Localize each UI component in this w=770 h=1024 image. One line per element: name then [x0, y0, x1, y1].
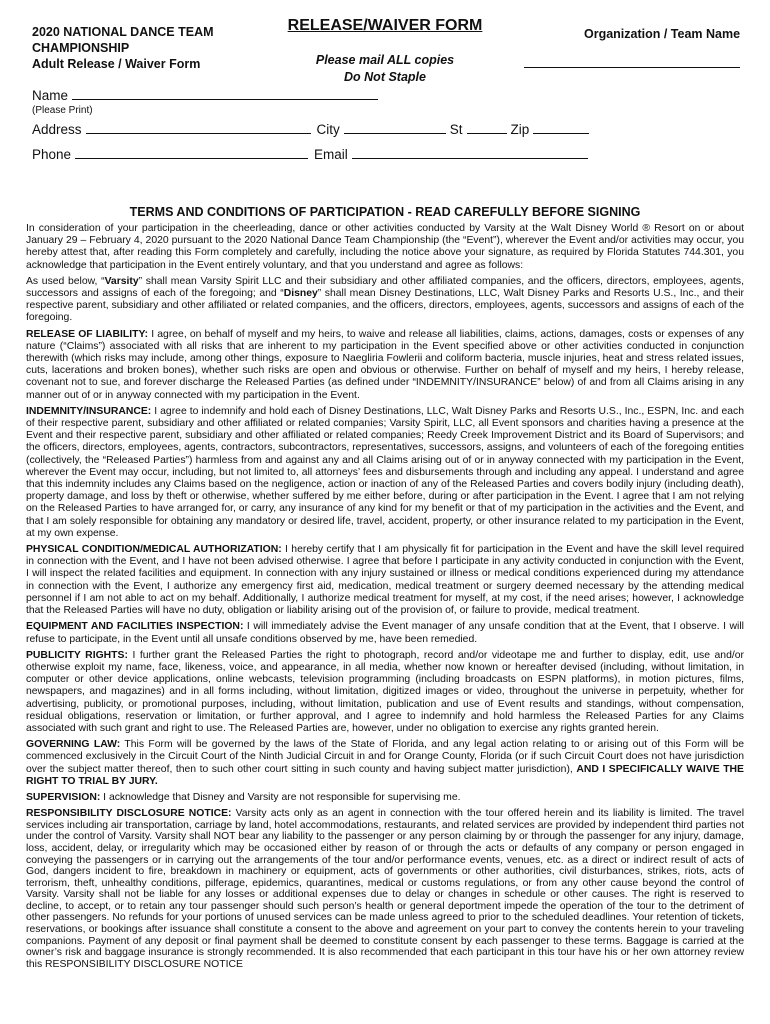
definition-varsity: Varsity: [104, 275, 139, 287]
organization-label: Organization / Team Name: [584, 27, 741, 41]
release-text: I agree, on behalf of myself and my heirs, to waive and release all liabilities, claims, actions, damages, costs or expenses of any nature (“Claims”) associated with all risks that are inherent to my participation in the Event specified above or other activities conducted in conjunction therewith (which risks may include, among other things, exposure to Naegliria Fowlerii and coliform bacteria, muscle injuries, heat and stress related issues, cuts, lacerations and broken bones), whether such risks are open and obvious or otherwise. Further on behalf of myself and my heirs, I hereby release, covenant not to sue, and forever discharge the Released Parties (as defined under “INDEMNITY/INSURANCE” below) of and from all Claims arising in any manner out of or in anyway connected with my participation in the Event.: [26, 328, 744, 401]
mail-instruction-line1: Please mail ALL copies: [315, 53, 455, 67]
organization-input-line[interactable]: [524, 67, 740, 68]
equipment-heading: EQUIPMENT AND FACILITIES INSPECTION:: [26, 621, 244, 633]
state-label: St: [449, 122, 463, 137]
definitions-text-a: As used below, “: [26, 275, 105, 287]
responsibility-heading: RESPONSIBILITY DISCLOSURE NOTICE:: [26, 808, 232, 820]
event-title-line2: CHAMPIONSHIP: [32, 41, 130, 55]
email-input-line[interactable]: [352, 158, 588, 159]
contact-row: [32, 147, 752, 162]
supervision-text: I acknowledge that Disney and Varsity are not responsible for supervising me.: [100, 791, 461, 803]
terms-body: [26, 223, 744, 974]
definitions-text-c: ” shall mean Disney Destinations, LLC, Walt Disney Parks and Resorts U.S., Inc., and their respective parent, subsidiary and other affiliated or related companies, and the officers, directors, employees, agents, successors and assigns of each of the foregoing.: [26, 288, 744, 324]
publicity-text: I further grant the Released Parties the right to photograph, record and/or videotape me and further to display, edit, use and/or otherwise exploit my name, face, likeness, voice, and appearance, in all media, whether now known or hereafter devised (including, without limitation, in computer or other device applications, online webcasts, television programming (including broadcasts on ESPN platforms), in motion pictures, films, newspapers, and magazines) and in all forms including, without limitation, digitized images or video, throughout the universe in perpetuity, whether for advertising, publicity, or promotional purposes, including, without limitation, publication and use of Event results and standings, without compensation, residual obligations, reservation or limitation, or further approval, and I agree to indemnify and hold harmless the Released Parties for any Claims associated with such grant and right to use. The Released Parties are, however, under no obligation to exercise any rights granted herein.: [26, 649, 744, 734]
governing-paragraph: [26, 739, 744, 788]
equipment-paragraph: [26, 621, 744, 645]
event-title-line1: 2020 NATIONAL DANCE TEAM: [32, 25, 214, 39]
supervision-heading: SUPERVISION:: [26, 791, 101, 803]
physical-text: I hereby certify that I am physically fit for participation in the Event and have the skill level required in connection with the Event, and I have not been advised otherwise. I agree that before I participate in any activity conducted in conjunction with the Event, I will inspect the related facilities and equipment. In connection with any injury sustained or illness or medical conditions experienced during my attendance in connection with the Event, I authorize any emergency first aid, medication, medical treatment or surgery deemed necessary by the attending medical personnel if I am not able to act on my behalf. Additionally, I authorize medical treatment for myself, at my cost, if the need arises; however, I acknowledge that the Released Parties will have no duty, obligation or liability arising out of the provision of, or failure to provide, medical treatment.: [26, 544, 744, 617]
indemnity-paragraph: [26, 406, 744, 540]
governing-heading: GOVERNING LAW:: [26, 739, 121, 751]
jury-waiver-text: AND I SPECIFICALLY WAIVE THE RIGHT TO TRIAL BY JURY.: [26, 763, 744, 787]
physical-paragraph: [26, 544, 744, 617]
intro-paragraph: In consideration of your participation in the cheerleading, dance or other activities conducted by Varsity at the Walt Disney World ® Resort on or about January 29 – February 4, 2020 pursuant to the 2020 National Dance Team Championship (the “Event”), wherever the Event and/or activities may occur, you hereby attest that, after reading this Form completely and carefully, including the notice above your signature, as required by Florida Statutes 744.301, you acknowledge that participation in the Event entirely voluntary, and that you understand and agree as follows:: [26, 223, 744, 271]
phone-label: Phone: [32, 147, 72, 162]
zip-label: Zip: [510, 122, 530, 137]
supervision-paragraph: [26, 792, 744, 804]
name-row: [32, 88, 382, 103]
responsibility-text: Varsity acts only as an agent in connection with the tour offered herein and its liability is limited. The travel services including air transportation, carriage by land, hotel accommodations, restaurants, and related services are provided by independent third parties not under the control of Varsity. Varsity shall NOT bear any liability to the passenger or any person claiming by or through the passenger for any injury, damage, loss, accident, delay, or irregularity which may be occasioned either by reason of or through the acts or defaults of any company or person engaged in conveying the passengers or in carrying out the arrangements of the tour and/or performance events, venues, etc. as a direct or indirect result of acts of God, dangers incident to fire, breakdown in machinery or equipment, acts of governments or other authorities, civil disturbances, strikes, riots, acts of terrorism, theft, unhealthy conditions, pilferage, epidemics, quarantines, medical or customs regulations, or from any other cause beyond the control of Varsity. Varsity shall not be liable for any losses or additional expenses due to delay or changes in schedule or other causes. The right is reserved to decline, to accept, or to retain any tour passenger should such person’s health or general deportment impede the operation of the tour to the detriment of other passengers. No refunds for your portions of unused services can be made unless agreed to prior to the scheduled deadlines. Your retention of tickets, reservations, or bookings after issuance shall constitute a consent to the above and agreement on your part to convey the contents herein to your traveling companions. Payment of any deposit or final payment shall be deemed to constitute consent by each passenger to these terms. Baggage is carried at the owner’s risk and baggage insurance is strongly recommended. It is also recommended that each participant in this tour have his or her own attorney review this RESPONSIBILITY DISCLOSURE NOTICE: [26, 808, 744, 970]
address-label: Address: [32, 122, 82, 137]
indemnity-heading: INDEMNITY/INSURANCE:: [26, 405, 152, 417]
zip-input-line[interactable]: [533, 133, 589, 134]
publicity-paragraph: [26, 650, 744, 735]
name-input-line[interactable]: [72, 99, 378, 100]
address-row: [32, 122, 752, 137]
event-title-block: [32, 24, 214, 72]
mail-instructions: [285, 52, 485, 86]
email-label: Email: [314, 147, 348, 162]
city-input-line[interactable]: [344, 133, 446, 134]
physical-heading: PHYSICAL CONDITION/MEDICAL AUTHORIZATION:: [26, 544, 282, 556]
city-label: City: [316, 122, 340, 137]
governing-text: This Form will be governed by the laws of the State of Florida, and any legal action relating to or arising out of this Form will be commenced exclusively in the Circuit Court of the Ninth Judicial Circuit in and for Orange County, Florida (or if such Circuit Court does not have jurisdiction over the subject matter thereof, then to such other court sitting in such county and having subject matter jurisdiction),: [26, 739, 744, 775]
terms-heading: TERMS AND CONDITIONS OF PARTICIPATION - READ CAREFULLY BEFORE SIGNING: [129, 205, 641, 219]
please-print-note: (Please Print): [32, 105, 93, 116]
publicity-heading: PUBLICITY RIGHTS:: [26, 649, 128, 661]
release-heading: RELEASE OF LIABILITY:: [26, 328, 149, 340]
state-input-line[interactable]: [467, 133, 507, 134]
phone-input-line[interactable]: [75, 158, 308, 159]
release-paragraph: [26, 329, 744, 402]
definition-disney: Disney: [283, 288, 318, 300]
definitions-paragraph: [26, 276, 744, 325]
mail-instruction-line2: Do Not Staple: [344, 70, 426, 84]
equipment-text: I will immediately advise the Event manager of any unsafe condition that at the Event, that I observe. I will refuse to participate, in the Event until all unsafe conditions observed by me, have been remedied.: [26, 621, 744, 645]
address-input-line[interactable]: [86, 133, 311, 134]
definitions-text-b: ” shall mean Varsity Spirit LLC and their subsidiary and other affiliated companies, and the officers, directors, employees, agents, successors and assigns of each of the foregoing; and “: [26, 275, 744, 300]
responsibility-paragraph: [26, 808, 744, 970]
form-title: RELEASE/WAIVER FORM: [287, 17, 483, 34]
indemnity-text: I agree to indemnify and hold each of Disney Destinations, LLC, Walt Disney Parks and Resorts U.S., Inc., ESPN, Inc. and each of their respective parent, subsidiary and other affiliated or related companies; Varsity Spirit, LLC, all Event sponsors and charities having a presence at the Event and their respective parent, subsidiary and other affiliated or related companies; Reedy Creek Improvement District and its Board of Supervisors; and the officers, directors, employees, agents, contractors, subcontractors, representatives, successors, assigns, and volunteers of each of the foregoing entities (collectively, the “Released Parties”) harmless from and against any and all Claims arising out of or in anyway connected with my participation in the Event, wherever the Event may occur, including, but not limited to, all attorneys’ fees and disbursements through and including any appeal. I understand and agree that this indemnity includes any Claims based on the negligence, action or inaction of any of the Released Parties and covers bodily injury (including death), property damage, and loss by theft or otherwise, whether suffered by me either before, during or after participation in the Event. I agree that I am not relying on the Released Parties to have arranged for, or carry, any insurance of any kind for my benefit or that of my participation in the activities and the Event, and that I am solely responsible for obtaining any mandatory or desired life, travel, accident, property, or other insurance related to my participation in the Event, at my own expense.: [26, 405, 744, 539]
form-subtitle: Adult Release / Waiver Form: [32, 57, 201, 71]
name-label: Name: [32, 88, 69, 103]
